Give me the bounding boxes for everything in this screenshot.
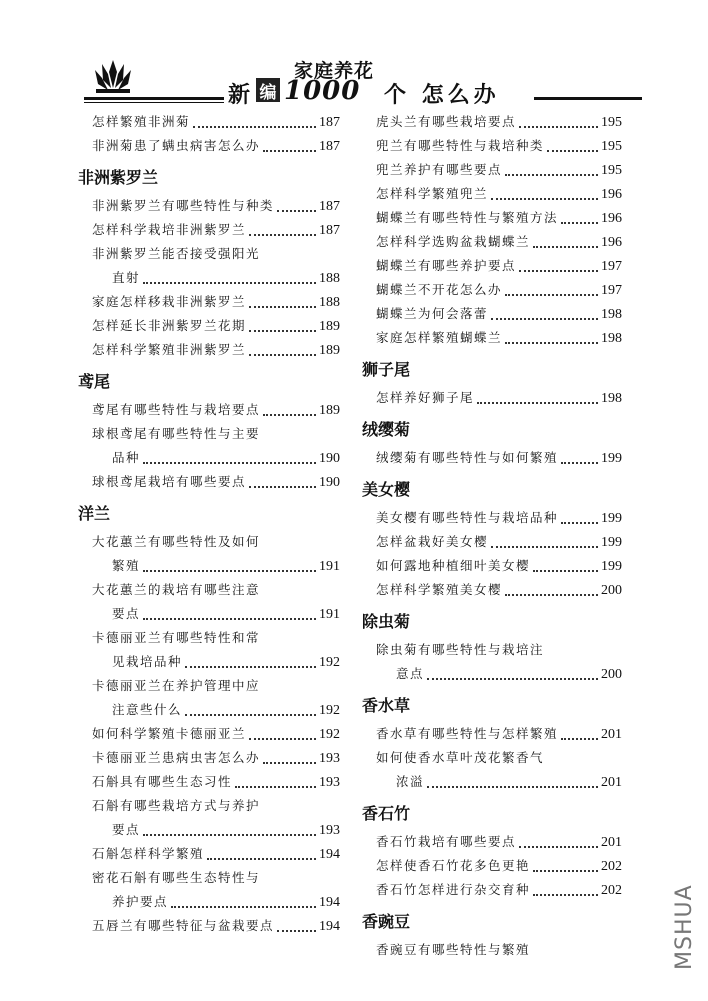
dot-leader xyxy=(561,521,598,524)
page-number: 200 xyxy=(601,667,622,682)
toc-entry[interactable] xyxy=(362,770,622,794)
page-header xyxy=(84,56,644,108)
entry-title: 卡德丽亚兰有哪些特性和常 xyxy=(92,630,261,645)
entry-title: 见栽培品种 xyxy=(112,654,183,669)
toc-entry[interactable] xyxy=(362,854,622,878)
dot-leader xyxy=(561,737,598,740)
entry-title: 球根鸢尾栽培有哪些要点 xyxy=(92,474,247,489)
page-number: 189 xyxy=(319,403,340,418)
toc-entry[interactable] xyxy=(362,506,622,530)
page-number: 193 xyxy=(319,775,340,790)
toc-entry[interactable] xyxy=(78,818,340,842)
dot-leader xyxy=(505,173,598,176)
title-top: 家庭养花 xyxy=(294,60,375,82)
section-heading: 香豌豆 xyxy=(362,912,411,931)
dot-leader xyxy=(561,461,598,464)
toc-entry[interactable] xyxy=(362,302,622,326)
entry-title: 怎样使香石竹花多色更艳 xyxy=(376,858,531,873)
page-number: 195 xyxy=(601,139,622,154)
toc-entry[interactable] xyxy=(362,206,622,230)
toc-entry[interactable] xyxy=(78,626,340,650)
toc-entry[interactable] xyxy=(78,530,340,554)
entry-title: 石斛具有哪些生态习性 xyxy=(92,774,233,789)
toc-entry[interactable] xyxy=(78,266,340,290)
toc-entry[interactable] xyxy=(78,914,340,938)
entry-title: 除虫菊有哪些特性与栽培注 xyxy=(376,642,545,657)
page-number: 189 xyxy=(319,319,340,334)
entry-title: 兜兰有哪些特性与栽培种类 xyxy=(376,138,545,153)
entry-title: 卡德丽亚兰在养护管理中应 xyxy=(92,678,261,693)
dot-leader xyxy=(505,293,598,296)
page-number: 198 xyxy=(601,391,622,406)
page-number: 192 xyxy=(319,727,340,742)
toc-entry[interactable] xyxy=(78,554,340,578)
title-number: 1000 xyxy=(284,76,361,106)
dot-leader xyxy=(249,305,316,308)
toc-entry[interactable] xyxy=(78,110,340,134)
page-number: 192 xyxy=(319,703,340,718)
page-number: 199 xyxy=(601,535,622,550)
dot-leader xyxy=(143,833,316,836)
page-number: 195 xyxy=(601,163,622,178)
entry-title: 虎头兰有哪些栽培要点 xyxy=(376,114,517,129)
page-number: 201 xyxy=(601,727,622,742)
toc-entry[interactable] xyxy=(78,602,340,626)
toc-entry[interactable] xyxy=(362,326,622,350)
entry-title: 非洲菊患了螨虫病害怎么办 xyxy=(92,138,261,153)
section-heading: 狮子尾 xyxy=(362,360,411,379)
toc-entry[interactable] xyxy=(362,386,622,410)
toc-entry[interactable] xyxy=(78,194,340,218)
page-number: 187 xyxy=(319,223,340,238)
entry-title: 蝴蝶兰有哪些特性与繁殖方法 xyxy=(376,210,559,225)
toc-left-column xyxy=(78,110,340,938)
dot-leader xyxy=(561,221,598,224)
watermark: MSHUA xyxy=(672,884,697,970)
toc-entry[interactable] xyxy=(362,158,622,182)
dot-leader xyxy=(491,545,598,548)
toc-entry[interactable] xyxy=(78,470,340,494)
page-number: 189 xyxy=(319,343,340,358)
toc-entry[interactable] xyxy=(78,842,340,866)
page-number: 199 xyxy=(601,511,622,526)
dot-leader xyxy=(249,353,316,356)
section-heading: 香石竹 xyxy=(362,804,411,823)
dot-leader xyxy=(249,233,316,236)
toc-entry[interactable] xyxy=(78,794,340,818)
page-number: 187 xyxy=(319,139,340,154)
entry-title: 如何科学繁殖卡德丽亚兰 xyxy=(92,726,247,741)
entry-title: 要点 xyxy=(112,822,141,837)
dot-leader xyxy=(505,593,598,596)
page-number: 188 xyxy=(319,295,340,310)
entry-title: 五唇兰有哪些特征与盆栽要点 xyxy=(92,918,275,933)
header-rule-right xyxy=(534,97,642,100)
toc-entry[interactable] xyxy=(78,242,340,266)
entry-title: 兜兰养护有哪些要点 xyxy=(376,162,503,177)
page-number: 201 xyxy=(601,835,622,850)
dot-leader xyxy=(193,125,316,128)
toc-entry[interactable] xyxy=(362,254,622,278)
dot-leader xyxy=(533,893,598,896)
toc-entry[interactable] xyxy=(362,830,622,854)
entry-title: 怎样盆栽好美女樱 xyxy=(376,534,489,549)
page-number: 194 xyxy=(319,847,340,862)
dot-leader xyxy=(249,329,316,332)
entry-title: 怎样养好狮子尾 xyxy=(376,390,475,405)
dot-leader xyxy=(519,125,598,128)
toc-entry[interactable] xyxy=(362,110,622,134)
section-heading: 洋兰 xyxy=(78,504,111,523)
page-number: 195 xyxy=(601,115,622,130)
toc-entry[interactable] xyxy=(78,398,340,422)
lotus-icon xyxy=(94,58,132,94)
dot-leader xyxy=(185,665,316,668)
title-boxed-char: 编 xyxy=(256,78,280,102)
page-number: 194 xyxy=(319,895,340,910)
toc-entry[interactable] xyxy=(362,878,622,902)
page-number: 202 xyxy=(601,883,622,898)
section-heading: 鸢尾 xyxy=(78,372,111,391)
toc-entry[interactable] xyxy=(78,446,340,470)
dot-leader xyxy=(185,713,316,716)
entry-title: 香水草有哪些特性与怎样繁殖 xyxy=(376,726,559,741)
dot-leader xyxy=(533,245,598,248)
dot-leader xyxy=(477,401,598,404)
entry-title: 美女樱有哪些特性与栽培品种 xyxy=(376,510,559,525)
page-number: 200 xyxy=(601,583,622,598)
toc-entry[interactable] xyxy=(78,722,340,746)
page-number: 201 xyxy=(601,775,622,790)
page-number: 194 xyxy=(319,919,340,934)
toc-entry[interactable] xyxy=(362,662,622,686)
toc-entry[interactable] xyxy=(78,338,340,362)
title-prefix: 新 xyxy=(228,83,251,108)
section-heading: 非洲紫罗兰 xyxy=(78,168,159,187)
page-number: 198 xyxy=(601,307,622,322)
toc-entry[interactable] xyxy=(78,314,340,338)
entry-title: 石斛怎样科学繁殖 xyxy=(92,846,205,861)
page-number: 188 xyxy=(319,271,340,286)
toc-entry[interactable] xyxy=(78,134,340,158)
dot-leader xyxy=(519,845,598,848)
dot-leader xyxy=(235,785,316,788)
dot-leader xyxy=(427,785,598,788)
entry-title: 大花蕙兰有哪些特性及如何 xyxy=(92,534,261,549)
entry-title: 香石竹怎样进行杂交育种 xyxy=(376,882,531,897)
page-number: 199 xyxy=(601,559,622,574)
entry-title: 怎样科学繁殖兜兰 xyxy=(376,186,489,201)
toc-entry[interactable] xyxy=(362,182,622,206)
toc-entry[interactable] xyxy=(362,278,622,302)
entry-title: 怎样延长非洲紫罗兰花期 xyxy=(92,318,247,333)
dot-leader xyxy=(277,209,316,212)
entry-title: 蝴蝶兰有哪些养护要点 xyxy=(376,258,517,273)
dot-leader xyxy=(519,269,598,272)
page-number: 197 xyxy=(601,259,622,274)
dot-leader xyxy=(491,197,598,200)
toc-entry[interactable] xyxy=(362,530,622,554)
entry-title: 养护要点 xyxy=(112,894,169,909)
entry-title: 非洲紫罗兰有哪些特性与种类 xyxy=(92,198,275,213)
dot-leader xyxy=(505,341,598,344)
entry-title: 家庭怎样繁殖蝴蝶兰 xyxy=(376,330,503,345)
page-number: 190 xyxy=(319,475,340,490)
dot-leader xyxy=(143,617,316,620)
entry-title: 要点 xyxy=(112,606,141,621)
entry-title: 怎样繁殖非洲菊 xyxy=(92,114,191,129)
entry-title: 浓溢 xyxy=(396,774,425,789)
toc-entry[interactable] xyxy=(362,722,622,746)
entry-title: 密花石斛有哪些生态特性与 xyxy=(92,870,261,885)
dot-leader xyxy=(207,857,316,860)
entry-title: 怎样科学选购盆栽蝴蝶兰 xyxy=(376,234,531,249)
page-number: 202 xyxy=(601,859,622,874)
header-rule-left xyxy=(84,97,224,100)
page-number: 193 xyxy=(319,823,340,838)
entry-title: 非洲紫罗兰能否接受强阳光 xyxy=(92,246,261,261)
entry-title: 注意些什么 xyxy=(112,702,183,717)
page-number: 187 xyxy=(319,199,340,214)
toc-right-column xyxy=(362,110,622,962)
toc-entry[interactable] xyxy=(78,770,340,794)
entry-title: 直射 xyxy=(112,270,141,285)
toc-entry[interactable] xyxy=(78,290,340,314)
page-number: 197 xyxy=(601,283,622,298)
toc-entry[interactable] xyxy=(78,422,340,446)
page-number: 192 xyxy=(319,655,340,670)
page-number: 191 xyxy=(319,559,340,574)
toc-entry[interactable] xyxy=(78,218,340,242)
toc-entry[interactable] xyxy=(78,698,340,722)
dot-leader xyxy=(143,569,316,572)
title-tail: 个 怎么办 xyxy=(384,83,500,108)
section-heading: 绒缨菊 xyxy=(362,420,411,439)
toc-entry[interactable] xyxy=(362,230,622,254)
page-number: 196 xyxy=(601,211,622,226)
entry-title: 蝴蝶兰不开花怎么办 xyxy=(376,282,503,297)
dot-leader xyxy=(533,869,598,872)
page-number: 191 xyxy=(319,607,340,622)
toc-entry[interactable] xyxy=(362,938,622,962)
dot-leader xyxy=(263,413,316,416)
dot-leader xyxy=(249,485,316,488)
toc-entry[interactable] xyxy=(362,638,622,662)
entry-title: 怎样科学栽培非洲紫罗兰 xyxy=(92,222,247,237)
page-number: 193 xyxy=(319,751,340,766)
entry-title: 香豌豆有哪些特性与繁殖 xyxy=(376,942,531,957)
dot-leader xyxy=(427,677,598,680)
page-number: 187 xyxy=(319,115,340,130)
toc-entry[interactable] xyxy=(78,578,340,602)
page-number: 196 xyxy=(601,187,622,202)
toc-entry[interactable] xyxy=(78,674,340,698)
dot-leader xyxy=(277,929,316,932)
entry-title: 球根鸢尾有哪些特性与主要 xyxy=(92,426,261,441)
dot-leader xyxy=(171,905,316,908)
toc-entry[interactable] xyxy=(362,746,622,770)
section-heading: 香水草 xyxy=(362,696,411,715)
entry-title: 如何使香水草叶茂花繁香气 xyxy=(376,750,545,765)
entry-title: 家庭怎样移栽非洲紫罗兰 xyxy=(92,294,247,309)
page-number: 199 xyxy=(601,451,622,466)
page-number: 198 xyxy=(601,331,622,346)
entry-title: 如何露地种植细叶美女樱 xyxy=(376,558,531,573)
toc-entry[interactable] xyxy=(78,650,340,674)
entry-title: 繁殖 xyxy=(112,558,141,573)
toc-entry[interactable] xyxy=(78,746,340,770)
dot-leader xyxy=(143,281,316,284)
dot-leader xyxy=(263,761,316,764)
entry-title: 怎样科学繁殖非洲紫罗兰 xyxy=(92,342,247,357)
entry-title: 怎样科学繁殖美女樱 xyxy=(376,582,503,597)
toc-entry[interactable] xyxy=(362,134,622,158)
dot-leader xyxy=(263,149,316,152)
toc-entry[interactable] xyxy=(362,578,622,602)
entry-title: 卡德丽亚兰患病虫害怎么办 xyxy=(92,750,261,765)
entry-title: 大花蕙兰的栽培有哪些注意 xyxy=(92,582,261,597)
dot-leader xyxy=(143,461,316,464)
entry-title: 鸢尾有哪些特性与栽培要点 xyxy=(92,402,261,417)
page-number: 190 xyxy=(319,451,340,466)
entry-title: 蝴蝶兰为何会落蕾 xyxy=(376,306,489,321)
dot-leader xyxy=(491,317,598,320)
entry-title: 石斛有哪些栽培方式与养护 xyxy=(92,798,261,813)
toc-entry[interactable] xyxy=(362,446,622,470)
section-heading: 美女樱 xyxy=(362,480,411,499)
entry-title: 意点 xyxy=(396,666,425,681)
dot-leader xyxy=(249,737,316,740)
entry-title: 香石竹栽培有哪些要点 xyxy=(376,834,517,849)
toc-entry[interactable] xyxy=(78,866,340,890)
toc-entry[interactable] xyxy=(78,890,340,914)
dot-leader xyxy=(533,569,598,572)
entry-title: 品种 xyxy=(112,450,141,465)
section-heading: 除虫菊 xyxy=(362,612,411,631)
toc-entry[interactable] xyxy=(362,554,622,578)
entry-title: 绒缨菊有哪些特性与如何繁殖 xyxy=(376,450,559,465)
dot-leader xyxy=(547,149,598,152)
page-number: 196 xyxy=(601,235,622,250)
